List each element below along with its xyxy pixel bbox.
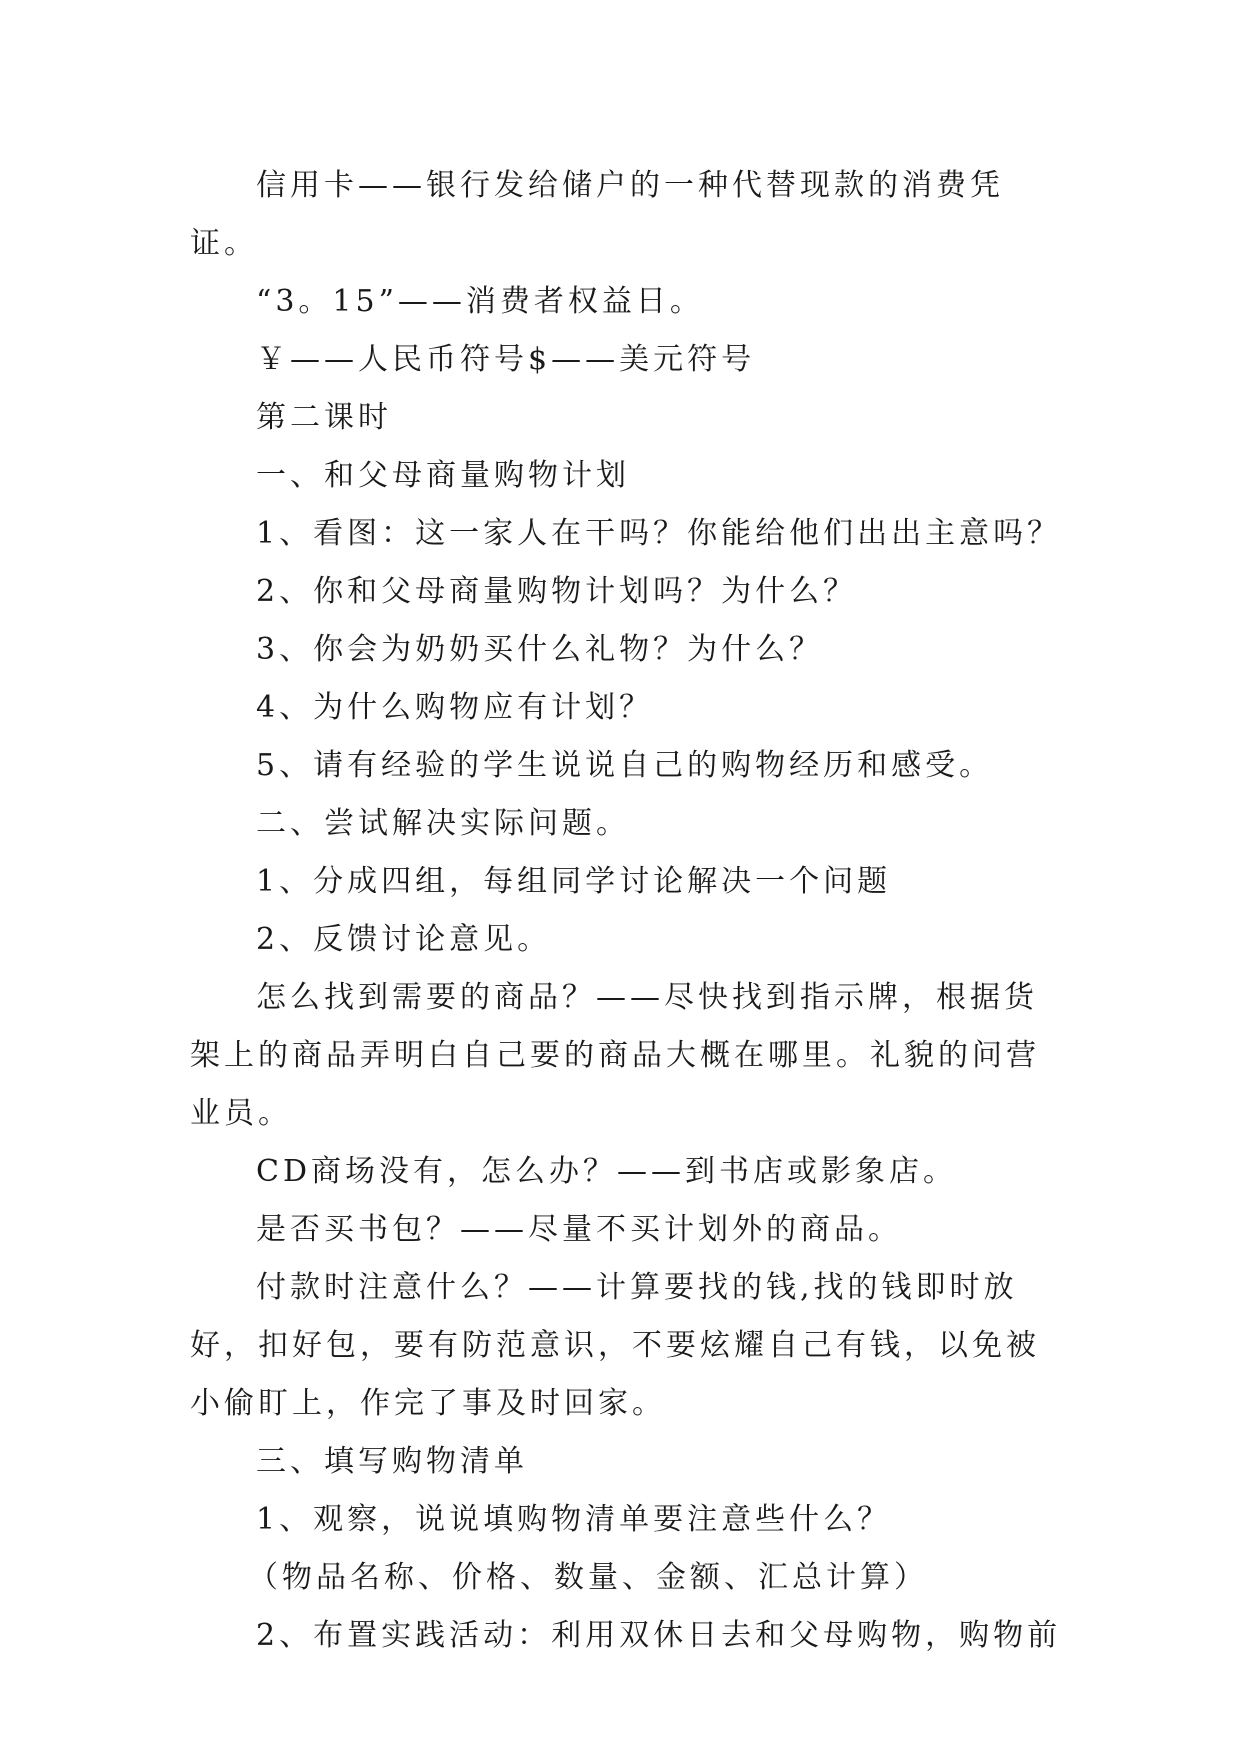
paragraph-credit-card: 信用卡——银行发给储户的一种代替现款的消费凭证。 [190, 168, 1004, 261]
paragraph-currency-symbols: ￥——人民币符号$——美元符号 [256, 342, 756, 377]
list-item: 3、你会为奶奶买什么礼物？为什么？ [256, 632, 824, 667]
list-item: 1、分成四组，每组同学讨论解决一个问题 [256, 864, 892, 899]
list-item: 5、请有经验的学生说说自己的购物经历和感受。 [256, 748, 994, 783]
section-heading-solve-problems: 二、尝试解决实际问题。 [256, 806, 630, 841]
list-item: 1、看图：这一家人在干吗？你能给他们出出主意吗？ [256, 516, 1062, 551]
document-body [190, 157, 1062, 1665]
section-heading-shopping-list: 三、填写购物清单 [256, 1444, 528, 1479]
list-item: 4、为什么购物应有计划？ [256, 690, 654, 725]
list-item: 2、布置实践活动：利用双休日去和父母购物，购物前 [256, 1618, 1062, 1653]
paragraph-consumer-day: “3。15”——消费者权益日。 [256, 284, 704, 319]
paragraph-payment: 付款时注意什么？——计算要找的钱,找的钱即时放好，扣好包，要有防范意识，不要炫耀自己有钱，以免被小偷盯上，作完了事及时回家。 [190, 1270, 1040, 1421]
paragraph-find-goods: 怎么找到需要的商品？——尽快找到指示牌，根据货架上的商品弄明白自己要的商品大概在哪里。礼貌的问营业员。 [190, 980, 1040, 1131]
paragraph-list-fields: （物品名称、价格、数量、金额、汇总计算） [248, 1560, 928, 1595]
paragraph-cd: CD商场没有，怎么办？——到书店或影象店。 [256, 1154, 958, 1189]
paragraph-schoolbag: 是否买书包？——尽量不买计划外的商品。 [256, 1212, 902, 1247]
section-heading-second-lesson: 第二课时 [256, 400, 392, 435]
list-item: 1、观察，说说填购物清单要注意些什么？ [256, 1502, 892, 1537]
list-item: 2、你和父母商量购物计划吗？为什么？ [256, 574, 858, 609]
list-item: 2、反馈讨论意见。 [256, 922, 552, 957]
section-heading-plan: 一、和父母商量购物计划 [256, 458, 630, 493]
